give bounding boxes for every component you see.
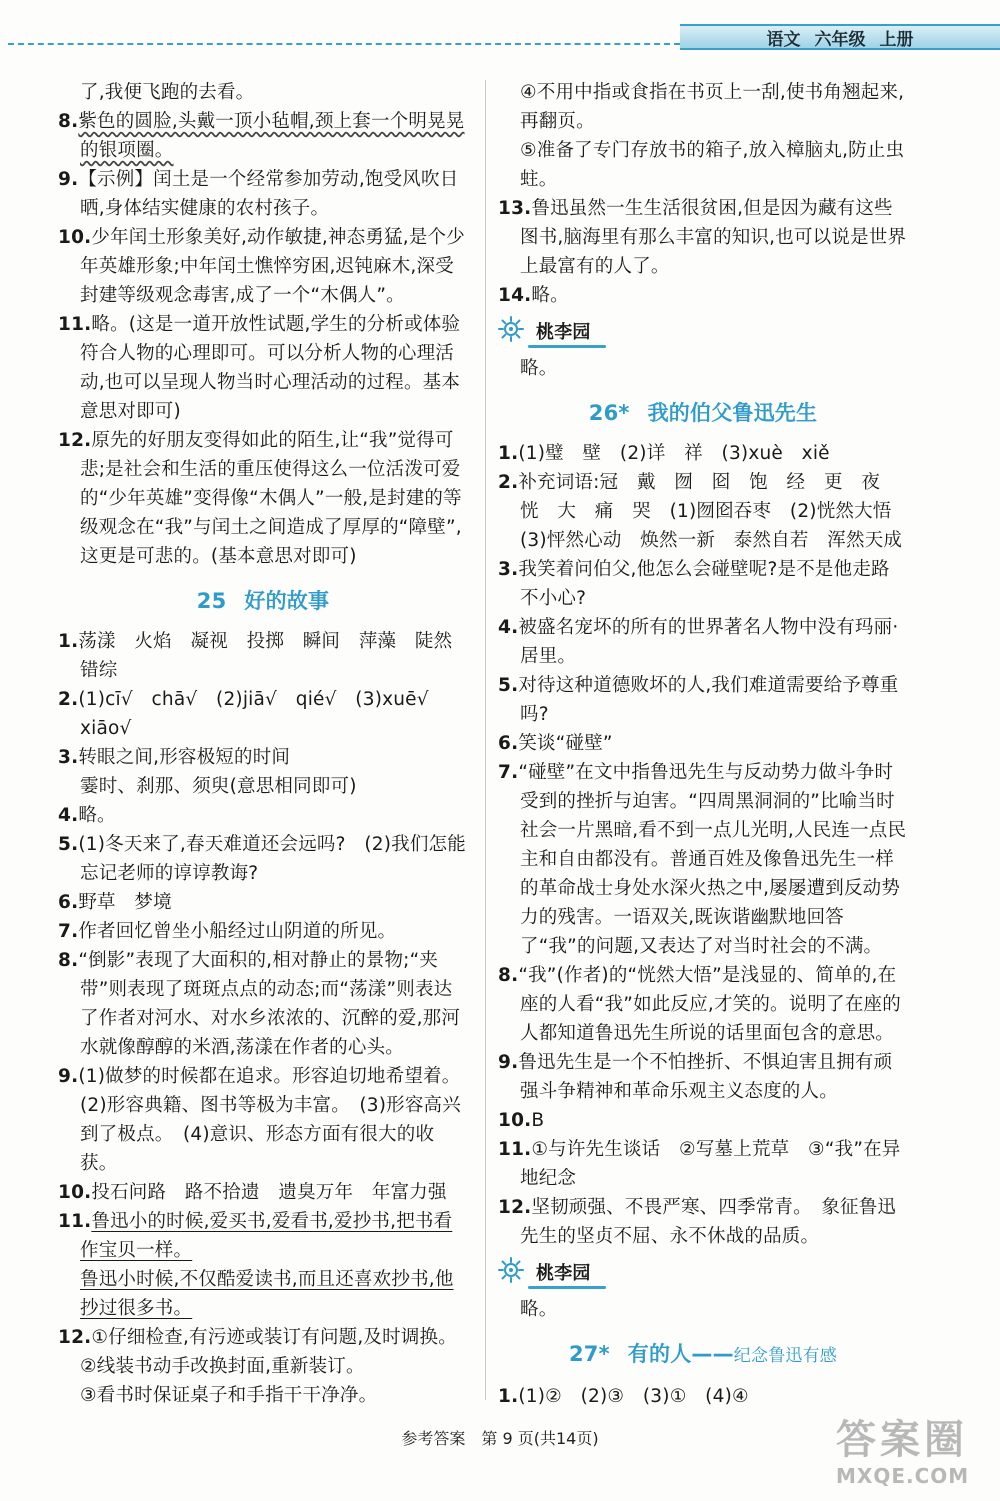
- answer-6: [58, 888, 468, 917]
- answer-text: 鲁迅小时候,不仅酷爱读书,而且还喜欢抄书,他抄过很多书。: [80, 1269, 454, 1319]
- answer-text: “倒影”表现了大面积的,相对静止的景物;“夹带”则表现了斑斑点点的动态;而“荡漾”则表达了作者对河水、对水乡浓浓的、沉醉的爱,那河水就像醇醇的米酒,荡漾在作者的心头。: [78, 950, 461, 1058]
- lesson-number: 25: [196, 589, 227, 613]
- answer-number: 3.: [498, 559, 519, 580]
- answer-number: 2.: [58, 689, 79, 710]
- answer-1: [498, 439, 908, 468]
- answer-5: [498, 671, 908, 729]
- answer-3: [58, 743, 468, 772]
- answer-text: “我”(作者)的“恍然大悟”是浅显的、简单的,在座的人看“我”如此反应,才笑的。说明了在座的人都知道鲁迅先生所说的话里面包含的意思。: [518, 965, 901, 1044]
- answer-text: 荡漾 火焰 凝视 投掷 瞬间 萍藻 陡然 错综: [78, 631, 472, 681]
- answer-text: (1)冬天来了,春天难道还会远吗? (2)我们怎能忘记老师的谆谆教诲?: [78, 834, 466, 884]
- grade-label: 六年级: [814, 29, 866, 50]
- right-column: [498, 78, 911, 1411]
- answer-12-continued-3: ④不用中指或食指在书页上一刮,使书角翘起来,再翻页。: [520, 82, 905, 132]
- volume-label: 上册: [879, 29, 914, 50]
- lesson-26-title: [498, 397, 908, 429]
- answer-12: [498, 1193, 908, 1251]
- taoliyuan-heading: [498, 314, 908, 352]
- column-divider: [485, 80, 486, 1400]
- answer-text: (1)cī√ chā√ (2)jiā√ qié√ (3)xuē√ xiāo√: [78, 689, 448, 739]
- answer-2: [498, 468, 911, 555]
- answer-number: 3.: [58, 747, 79, 768]
- answer-9: [498, 1048, 908, 1106]
- answer-number: 10.: [58, 227, 92, 248]
- answer-11-continued: [58, 1265, 468, 1323]
- answer-11: [498, 1135, 908, 1193]
- lesson-subtitle: 纪念鲁迅有感: [733, 1346, 837, 1366]
- answer-number: 10.: [58, 1182, 92, 1203]
- answer-11: [58, 310, 468, 426]
- lesson-name: 好的故事: [244, 589, 330, 613]
- answer-text: 投石问路 路不拾遗 遗臭万年 年富力强: [91, 1182, 447, 1203]
- answer-text: 笑谈“碰壁”: [518, 733, 613, 754]
- answer-5: [58, 830, 468, 888]
- taoliyuan-answer: 略。: [520, 358, 558, 379]
- answer-number: 1.: [58, 631, 79, 652]
- answer-text: 鲁迅小的时候,爱买书,爱看书,爱抄书,把书看作宝贝一样。: [80, 1211, 453, 1261]
- answer-6: [498, 729, 908, 758]
- answer-9b: [58, 1062, 468, 1091]
- answer-text: 我笑着问伯父,他怎么会碰壁呢?是不是他走路不小心?: [518, 559, 890, 609]
- answer-number: 5.: [58, 834, 79, 855]
- answer-text: 略。: [78, 805, 116, 826]
- answer-7: [58, 917, 468, 946]
- answer-text: 补充词语:冠 戴 囫 囵 饱 经 更 夜 恍 大 痛 哭 (1)囫囵吞枣 (2)恍然大悟 (3)怦然心动 焕然一新 泰然自若 浑然天成: [518, 472, 911, 551]
- answer-12-continued-2: ③看书时保证桌子和手指干干净净。: [80, 1385, 378, 1406]
- answer-number: 10.: [498, 1110, 532, 1131]
- answer-1: [498, 1382, 908, 1411]
- answer-text: 鲁迅虽然一生生活很贫困,但是因为藏有这些图书,脑海里有那么丰富的知识,也可以说是世界上最富有的人了。: [520, 198, 907, 277]
- answer-text: 略。(这是一道开放性试题,学生的分析或体验符合人物的心理即可。可以分析人物的心理活动,也可以呈现人物当时心理活动的过程。基本意思对即可): [80, 314, 461, 422]
- answer-text: 【示例】闰土是一个经常参加劳动,饱受风吹日晒,身体结实健康的农村孩子。: [78, 169, 459, 219]
- answer-text: 少年闰土形象美好,动作敏捷,神态勇猛,是个少年英雄形象;中年闰土憔悴穷困,迟钝麻木,深受封建等级观念毒害,成了一个“木偶人”。: [80, 227, 465, 306]
- answer-text: 作者回忆曾坐小船经过山阴道的所见。: [78, 921, 397, 942]
- answer-14: [498, 281, 908, 310]
- answer-8b: [58, 946, 468, 1062]
- answer-number: 14.: [498, 285, 532, 306]
- answer-text: 对待这种道德败坏的人,我们难道需要给予尊重吗?: [518, 675, 899, 725]
- answer-text: 鲁迅先生是一个不怕挫折、不惧迫害且拥有顽强斗争精神和革命乐观主义态度的人。: [518, 1052, 893, 1102]
- taoliyuan-answer: 略。: [520, 1299, 558, 1320]
- answer-number: 7.: [58, 921, 79, 942]
- answer-text: 被盛名宠坏的所有的世界著名人物中没有玛丽·居里。: [518, 617, 899, 667]
- header-tab: [680, 24, 1000, 50]
- answer-text: 坚韧顽强、不畏严寒、四季常青。 象征鲁迅先生的坚贞不屈、永不休战的品质。: [520, 1197, 897, 1247]
- answer-text: ①仔细检查,有污迹或装订有问题,及时调换。: [91, 1327, 457, 1348]
- answer-4: [498, 613, 908, 671]
- answer-11b: [58, 1207, 468, 1265]
- answer-text: 转眼之间,形容极短的时间: [78, 747, 291, 768]
- taoliyuan-underline: [528, 1286, 606, 1289]
- taoliyuan-label: 桃李园: [536, 322, 591, 343]
- answer-number: 5.: [498, 675, 519, 696]
- answer-text: (1)做梦的时候都在追求。形容迫切地希望着。: [78, 1066, 461, 1087]
- answer-text: (1)② (2)③ (3)① (4)④: [518, 1386, 749, 1407]
- taoliyuan-heading: [498, 1255, 908, 1293]
- lesson-27-title: [498, 1338, 908, 1372]
- answer-number: 1.: [498, 1386, 519, 1407]
- answer-12b: [58, 1323, 468, 1352]
- answer-8: [58, 107, 468, 165]
- answer-8: [498, 961, 908, 1048]
- answer-number: 11.: [498, 1139, 532, 1160]
- answer-number: 4.: [58, 805, 79, 826]
- answer-9-continued: (2)形容典籍、图书等极为丰富。 (3)形容高兴到了极点。 (4)意识、形态方面有很大的收获。: [80, 1095, 461, 1174]
- left-column: [58, 78, 472, 1410]
- answer-12-continued-1: ②线装书动手改换封面,重新装订。: [80, 1356, 365, 1377]
- answer-number: 12.: [498, 1197, 532, 1218]
- lesson-name: 我的伯父鲁迅先生: [647, 401, 818, 425]
- page-footer: 参考答案 第 9 页(共14页): [401, 1429, 599, 1448]
- answer-12: [58, 426, 468, 571]
- answer-line: 了,我便飞跑的去看。: [80, 82, 255, 103]
- answer-number: 8.: [58, 111, 79, 132]
- answer-number: 6.: [498, 733, 519, 754]
- answer-1: [58, 627, 472, 685]
- answer-text: 野草 梦境: [78, 892, 172, 913]
- answer-number: 9.: [498, 1052, 519, 1073]
- watermark-url: MXQE.COM: [836, 1464, 970, 1488]
- answer-text: 略。: [531, 285, 569, 306]
- answer-number: 11.: [58, 1211, 92, 1232]
- lesson-number: 26*: [588, 401, 630, 425]
- answer-3-continued: 霎时、刹那、须臾(意思相同即可): [80, 776, 357, 797]
- lesson-name: 有的人——: [627, 1342, 734, 1366]
- answer-4: [58, 801, 468, 830]
- header-dashed-line: [8, 43, 680, 45]
- answer-number: 13.: [498, 198, 532, 219]
- taoliyuan-label: 桃李园: [536, 1263, 591, 1284]
- answer-number: 11.: [58, 314, 92, 335]
- answer-text: B: [531, 1110, 545, 1131]
- answer-number: 9.: [58, 1066, 79, 1087]
- watermark-logo: [836, 1416, 996, 1496]
- answer-10b: [58, 1178, 468, 1207]
- answer-12-continued-4: ⑤准备了专门存放书的箱子,放入樟脑丸,防止虫蛀。: [520, 140, 905, 190]
- answer-text: 紫色的圆脸,头戴一顶小毡帽,颈上套一个明晃晃的银项圈。: [78, 111, 465, 161]
- taoliyuan-underline: [528, 345, 606, 348]
- lesson-number: 27*: [568, 1342, 610, 1366]
- answer-number: 2.: [498, 472, 519, 493]
- answer-number: 8.: [58, 950, 79, 971]
- answer-number: 4.: [498, 617, 519, 638]
- answer-13: [498, 194, 908, 281]
- answer-number: 6.: [58, 892, 79, 913]
- answer-text: 原先的好朋友变得如此的陌生,让“我”觉得可悲;是社会和生活的重压使得这么一位活泼可爱的“少年英雄”变得像“木偶人”一般,是封建的等级观念在“我”与闰土之间造成了厚厚的“障壁”,这更是可悲的。(基本意思对即可): [80, 430, 462, 567]
- answer-10: [58, 223, 468, 310]
- answer-9: [58, 165, 468, 223]
- subject-label: 语文: [766, 29, 801, 50]
- lesson-25-title: [58, 585, 468, 617]
- answer-text: (1)璧 壁 (2)详 祥 (3)xuè xiě: [518, 443, 830, 464]
- answer-7: [498, 758, 908, 961]
- answer-number: 12.: [58, 430, 92, 451]
- answer-number: 1.: [498, 443, 519, 464]
- answer-number: 9.: [58, 169, 79, 190]
- answer-number: 7.: [498, 762, 519, 783]
- answer-10: [498, 1106, 908, 1135]
- answer-text: “碰壁”在文中指鲁迅先生与反动势力做斗争时受到的挫折与迫害。“四周黑洞洞的”比喻当时社会一片黑暗,看不到一点儿光明,人民连一点民主和自由都没有。普通百姓及像鲁迅先生一样的革命战士身处水深火热之中,屡屡遭到反动势力的残害。一语双关,既诙谐幽默地回答了“我”的问题,又表达了对当时社会的不满。: [518, 762, 907, 957]
- answer-2: [58, 685, 468, 743]
- answer-text: ①与许先生谈话 ②写墓上荒草 ③“我”在异地纪念: [520, 1139, 901, 1189]
- answer-number: 12.: [58, 1327, 92, 1348]
- answer-number: 8.: [498, 965, 519, 986]
- answer-3: [498, 555, 908, 613]
- watermark-title: 答案圈: [836, 1417, 968, 1463]
- taoliyuan-icon: [498, 1257, 524, 1283]
- taoliyuan-icon: [498, 316, 524, 342]
